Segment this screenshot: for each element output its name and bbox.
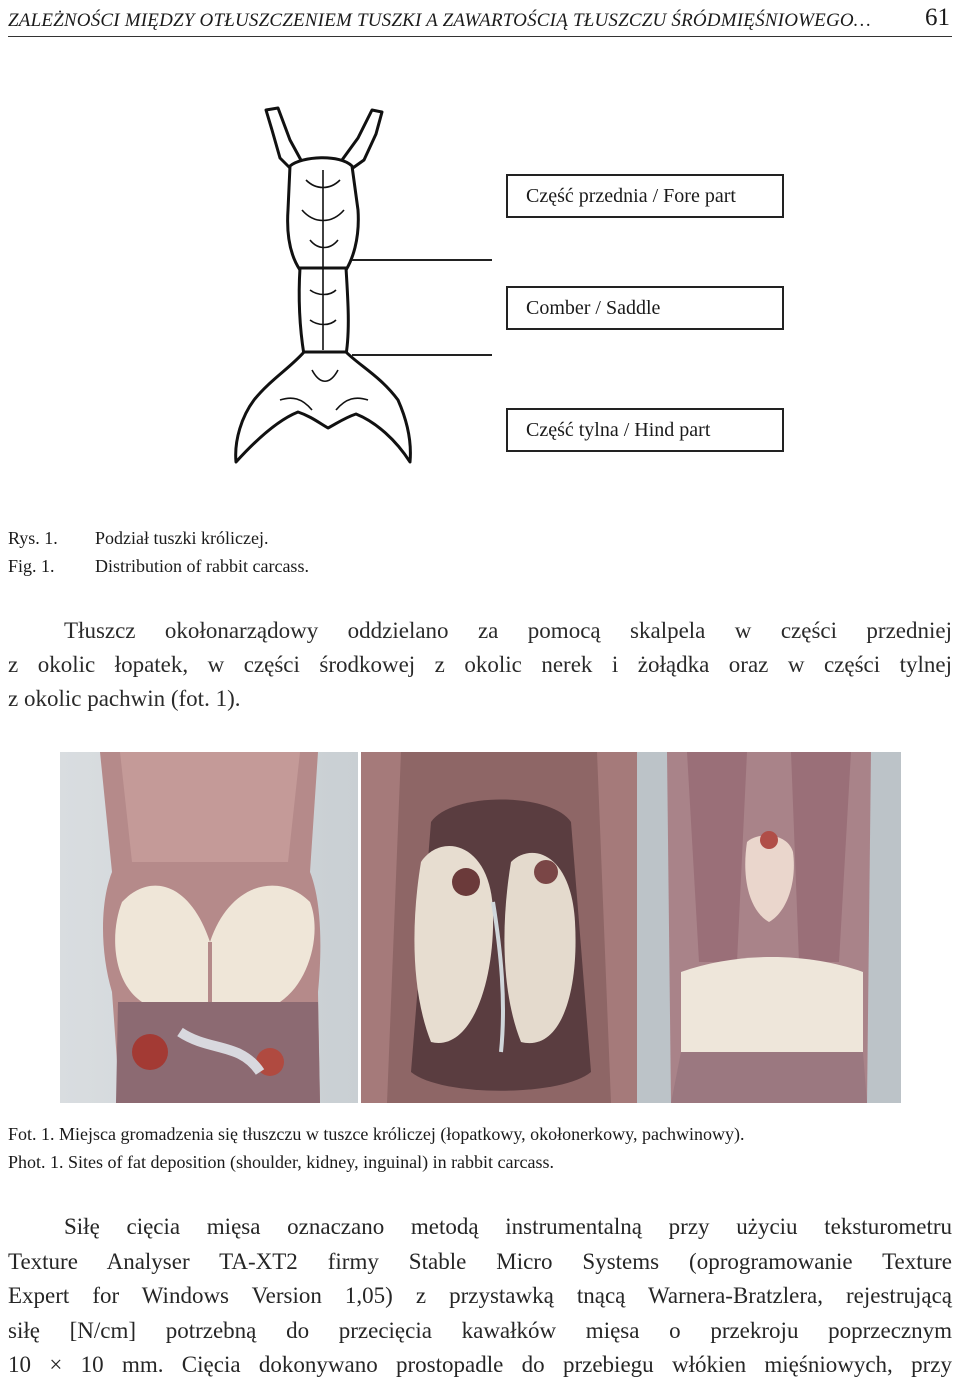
paragraph-line: siłę [N/cm] potrzebną do przecięcia kawałków mięsa o przekroju poprzecznym [8, 1317, 952, 1343]
page-number: 61 [925, 4, 950, 31]
label-hind-part: Część tylna / Hind part [506, 408, 784, 452]
leader-line-fore [352, 259, 492, 261]
figure-number-pl: Rys. 1. [8, 528, 58, 548]
leader-line-saddle [352, 354, 492, 356]
figure-caption-en-text: Distribution of rabbit carcass. [95, 556, 309, 576]
rabbit-carcass-drawing [220, 100, 420, 480]
paragraph-line: z okolic pachwin (fot. 1). [8, 686, 241, 711]
paragraph-shear-force [8, 1210, 952, 1383]
photo-kidney-fat [361, 752, 637, 1103]
paragraph-line: Texture Analyser TA-XT2 firmy Stable Micro Systems (oprogramowanie Texture [8, 1248, 952, 1274]
photo-shoulder-fat [60, 752, 358, 1103]
label-fore-part: Część przednia / Fore part [506, 174, 784, 218]
running-header [8, 4, 952, 37]
figure-caption-pl-text: Podział tuszki króliczej. [95, 528, 269, 548]
paragraph-line: Tłuszcz okołonarządowy oddzielano za pomocą skalpela w części przedniej [64, 618, 952, 643]
photo-caption-en: Phot. 1. Sites of fat deposition (shoulder, kidney, inguinal) in rabbit carcass. [8, 1152, 555, 1172]
paragraph-line: 10 × 10 mm. Cięcia dokonywano prostopadle do przebiegu włókien mięśniowych, przy [8, 1352, 952, 1377]
running-title: ZALEŻNOŚCI MIĘDZY OTŁUSZCZENIEM TUSZKI A ZAWARTOŚCIĄ TŁUSZCZU ŚRÓDMIĘŚNIOWEGO… [8, 10, 871, 31]
paragraph-line: z okolic łopatek, w części środkowej z okolic nerek i żołądka oraz w części tylnej [8, 652, 952, 677]
paragraph-line: Expert for Windows Version 1,05) z przystawką tnącą Warnera-Bratzlera, rejestrującą [8, 1283, 952, 1308]
paragraph-line: Siłę cięcia mięsa oznaczano metodą instrumentalną przy użyciu teksturometru [64, 1214, 952, 1239]
label-saddle: Comber / Saddle [506, 286, 784, 330]
photo-inguinal-fat [637, 752, 901, 1103]
figure-number-en: Fig. 1. [8, 556, 55, 576]
paragraph-fat-separation [8, 614, 952, 716]
photo-caption-pl: Fot. 1. Miejsca gromadzenia się tłuszczu w tuszce króliczej (łopatkowy, okołonerkowy, pachwinowy). [8, 1124, 745, 1144]
